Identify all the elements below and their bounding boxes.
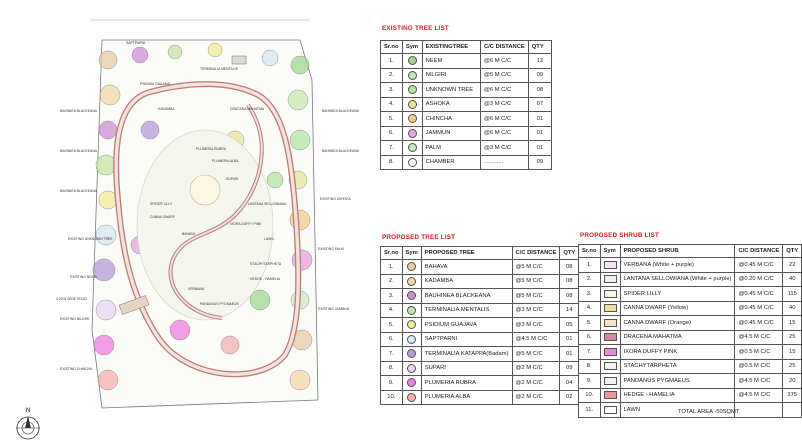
row-distance: @0.20 M C/C: [735, 272, 783, 287]
row-qty: 15: [783, 345, 802, 360]
row-distance: @3 M C/C: [480, 141, 528, 156]
proposed-tree-table: [380, 246, 579, 405]
row-distance: @2 M C/C: [512, 390, 560, 405]
table-row: [381, 303, 579, 318]
symbol-swatch: [600, 287, 620, 302]
row-number: 6.: [381, 126, 403, 141]
header-qty: QTY: [528, 41, 551, 54]
plant-label: PANDANUS PYGMAEUS: [200, 302, 239, 306]
row-qty: 09: [528, 155, 551, 170]
row-distance: @2 M C/C: [512, 376, 560, 391]
landscape-site-plan: [0, 0, 365, 447]
symbol-swatch: [402, 97, 422, 112]
row-name: TERMINALIA MENTALIS: [421, 303, 512, 318]
tree-symbol: [250, 290, 270, 310]
table-header-row: [381, 247, 579, 260]
row-distance: @6 M C/C: [480, 83, 528, 98]
plant-label: BAHINIEA BLACKEANA: [60, 109, 97, 113]
symbol-icon: [604, 319, 617, 327]
row-distance: @4.5 M C/C: [735, 330, 783, 345]
symbol-swatch: [402, 83, 422, 98]
row-name: LAWN: [620, 403, 735, 418]
table-row: [381, 68, 552, 83]
table-row: [381, 126, 552, 141]
north-label: N: [26, 408, 31, 414]
symbol-swatch: [600, 403, 620, 418]
row-qty: 14: [560, 303, 579, 318]
row-number: 6.: [381, 332, 403, 347]
existing-tree-table: [380, 40, 552, 170]
row-name: NEEM: [422, 54, 480, 69]
symbol-swatch: [600, 301, 620, 316]
row-number: 5.: [579, 316, 601, 331]
row-qty: 01: [528, 141, 551, 156]
row-number: 4.: [381, 303, 403, 318]
header-srno: Sr.no: [579, 245, 601, 258]
table-row: [579, 388, 802, 403]
plant-label: BAHAVA: [182, 232, 196, 236]
row-number: 9.: [381, 376, 403, 391]
tree-symbol: [290, 370, 310, 390]
row-name: STACHYTARPHETA: [620, 359, 735, 374]
tree-symbol: [291, 56, 309, 74]
total-area: TOTAL AREA -50SQMT: [678, 409, 740, 415]
row-qty: 25: [783, 330, 802, 345]
tree-symbol: [267, 172, 283, 188]
symbol-swatch: [402, 112, 422, 127]
row-name: NILGIRI: [422, 68, 480, 83]
symbol-icon: [408, 158, 417, 167]
row-name: SPIDER LILLY: [620, 287, 735, 302]
table-row: [579, 345, 802, 360]
row-name: IXORA DUFFY PINK: [620, 345, 735, 360]
header-distance: C/C DISTANCE: [735, 245, 783, 258]
symbol-swatch: [402, 376, 421, 391]
row-number: 9.: [579, 374, 601, 389]
symbol-icon: [408, 71, 417, 80]
row-distance: @4.5 M C/C: [512, 332, 560, 347]
row-name: LANTANA SELLOWIANA (White + purple): [620, 272, 735, 287]
row-distance: @3 M C/C: [512, 303, 560, 318]
plant-label: EXISTING PALM: [318, 247, 344, 251]
row-name: SAPTPARNI: [421, 332, 512, 347]
central-feature: [190, 175, 220, 205]
tree-symbol: [99, 121, 117, 139]
proposed-tree-list-title: PROPOSED TREE LIST: [382, 234, 456, 241]
proposed-shrub-list-title: PROPOSED SHRUB LIST: [580, 232, 660, 239]
row-number: 4.: [579, 301, 601, 316]
tree-symbol: [170, 320, 190, 340]
header-qty: QTY: [783, 245, 802, 258]
row-number: 2.: [579, 272, 601, 287]
symbol-swatch: [402, 390, 421, 405]
plant-label: SPIDER LILLY: [150, 202, 173, 206]
row-name: PLUMERIA RUBRA: [421, 376, 512, 391]
symbol-icon: [407, 320, 416, 329]
row-name: UNKNOWN TREE: [422, 83, 480, 98]
tree-symbol: [208, 43, 222, 57]
symbol-icon: [604, 290, 617, 298]
symbol-swatch: [402, 289, 421, 304]
row-name: BAUHINEA BLACKEANA: [421, 289, 512, 304]
header-sym: Sym: [402, 247, 421, 260]
table-row: [579, 287, 802, 302]
symbol-icon: [408, 100, 417, 109]
tree-symbol: [288, 90, 308, 110]
row-distance: ............: [480, 155, 528, 170]
plant-label: KADAMBA: [158, 107, 175, 111]
table-row: [381, 97, 552, 112]
symbol-swatch: [600, 330, 620, 345]
row-name: JAMMUN: [422, 126, 480, 141]
road-label: 4.20 M WIDE ROAD: [56, 297, 87, 301]
row-number: 11.: [579, 403, 601, 418]
row-qty: 115: [783, 287, 802, 302]
table-row: [579, 272, 802, 287]
symbol-swatch: [402, 260, 421, 275]
table-row: [381, 332, 579, 347]
header-distance: C/C DISTANCE: [480, 41, 528, 54]
table-row: [381, 361, 579, 376]
symbol-swatch: [600, 316, 620, 331]
row-distance: @5 M C/C: [512, 347, 560, 362]
row-distance: @5 M C/C: [480, 68, 528, 83]
row-qty: 01: [528, 112, 551, 127]
row-number: 3.: [381, 83, 403, 98]
symbol-swatch: [402, 274, 421, 289]
header-distance: C/C DISTANCE: [512, 247, 560, 260]
plant-label: EXISTING CHINCHA: [60, 367, 93, 371]
table-row: [381, 260, 579, 275]
table-row: [381, 155, 552, 170]
symbol-icon: [408, 85, 417, 94]
tree-symbol: [132, 47, 148, 63]
row-distance: @0.45 M C/C: [735, 301, 783, 316]
symbol-icon: [604, 348, 617, 356]
row-number: 10.: [579, 388, 601, 403]
tree-symbol: [168, 45, 182, 59]
tree-symbol: [99, 51, 117, 69]
plant-label: HEDGE - HAMELIA: [250, 277, 280, 281]
symbol-swatch: [402, 318, 421, 333]
table-row: [579, 316, 802, 331]
header-name: EXISTINGTREE: [422, 41, 480, 54]
proposed-shrub-table: [578, 244, 802, 418]
table-row: [381, 376, 579, 391]
row-name: ASHOKA: [422, 97, 480, 112]
row-name: BAHAVA: [421, 260, 512, 275]
tree-symbol: [262, 50, 278, 66]
table-row: [381, 318, 579, 333]
row-number: 1.: [381, 54, 403, 69]
symbol-icon: [408, 114, 417, 123]
symbol-icon: [407, 378, 416, 387]
row-qty: 20: [783, 374, 802, 389]
row-name: CANNA DWARF (Yellow): [620, 301, 735, 316]
row-number: 8.: [381, 155, 403, 170]
symbol-icon: [604, 333, 617, 341]
row-number: 8.: [579, 359, 601, 374]
symbol-swatch: [402, 347, 421, 362]
symbol-swatch: [600, 345, 620, 360]
tree-symbol: [221, 336, 239, 354]
header-srno: Sr.no: [381, 41, 403, 54]
tree-symbol: [96, 225, 116, 245]
plant-label: LAWN: [264, 237, 274, 241]
table-header-row: [381, 41, 552, 54]
row-name: DRACENA MAHATMA: [620, 330, 735, 345]
row-distance: @6 M C/C: [480, 126, 528, 141]
row-distance: @4.5 M C/C: [735, 374, 783, 389]
row-name: CHAMBER: [422, 155, 480, 170]
table-row: [381, 83, 552, 98]
row-distance: @5 M C/C: [512, 274, 560, 289]
symbol-swatch: [402, 361, 421, 376]
symbol-swatch: [600, 359, 620, 374]
row-distance: @3 M C/C: [512, 318, 560, 333]
existing-tree-list-title: EXISTING TREE LIST: [382, 25, 449, 32]
row-number: 5.: [381, 318, 403, 333]
row-qty: 04: [560, 376, 579, 391]
plant-label: TERMINALIA MENTALIS: [200, 67, 238, 71]
header-srno: Sr.no: [381, 247, 403, 260]
row-name: HEDGE - HAMELIA: [620, 388, 735, 403]
symbol-icon: [604, 362, 617, 370]
plant-label: SAPTPARNI: [126, 41, 145, 45]
table-row: [579, 330, 802, 345]
row-number: 3.: [381, 289, 403, 304]
row-distance: [735, 403, 783, 418]
symbol-icon: [604, 406, 617, 414]
row-name: VERBANA (White + purple): [620, 258, 735, 273]
entrance-gate: [232, 56, 246, 64]
plant-label: PLUMERIA RUBRA: [196, 147, 226, 151]
plant-label: LANTANA SELLOWIANA: [248, 202, 287, 206]
row-qty: 22: [783, 258, 802, 273]
row-qty: 09: [528, 68, 551, 83]
symbol-icon: [407, 349, 416, 358]
tree-symbol: [98, 370, 118, 390]
row-qty: 08: [528, 83, 551, 98]
tree-symbol: [290, 130, 310, 150]
symbol-swatch: [402, 126, 422, 141]
plant-label: EXISTING JAMMUN: [318, 307, 350, 311]
symbol-swatch: [402, 155, 422, 170]
symbol-icon: [407, 291, 416, 300]
row-name: CHINCHA: [422, 112, 480, 127]
plant-label: BAHINIEA BLACKEANA: [60, 149, 97, 153]
row-qty: 15: [783, 316, 802, 331]
table-row: [579, 359, 802, 374]
row-number: 7.: [579, 345, 601, 360]
row-name: CANNA DWARF (Orange): [620, 316, 735, 331]
tree-symbol: [141, 121, 159, 139]
header-name: PROPOSED TREE: [421, 247, 512, 260]
row-distance: @2 M C/C: [512, 361, 560, 376]
table-header-row: [579, 245, 802, 258]
table-row: [579, 301, 802, 316]
symbol-icon: [604, 377, 617, 385]
plant-label: PLUMERIA ALBA: [212, 159, 239, 163]
table-row: [579, 258, 802, 273]
row-distance: @5 M C/C: [512, 289, 560, 304]
tree-symbol: [96, 300, 116, 320]
row-qty: 07: [528, 97, 551, 112]
plant-label: EXISTING UNKNOWN TREE: [68, 237, 113, 241]
plant-label: VERBANA: [188, 287, 205, 291]
symbol-swatch: [402, 54, 422, 69]
plant-label: PSIDIUM GUAJAVA: [140, 82, 171, 86]
plant-label: BAHINIEA BLACKEANA: [322, 109, 359, 113]
table-row: [381, 274, 579, 289]
row-name: PLUMERIA ALBA: [421, 390, 512, 405]
row-number: 8.: [381, 361, 403, 376]
plant-label: EXISTING NILGIRI: [60, 317, 90, 321]
row-qty: 08: [560, 289, 579, 304]
symbol-swatch: [402, 141, 422, 156]
row-qty: 12: [528, 54, 551, 69]
row-distance: @0.5 M C/C: [735, 359, 783, 374]
row-distance: @0.45 M C/C: [735, 316, 783, 331]
row-qty: 01: [528, 126, 551, 141]
row-name: PSIDIUM GUAJAVA: [421, 318, 512, 333]
row-number: 6.: [579, 330, 601, 345]
symbol-icon: [604, 275, 617, 283]
row-name: TERMINALIA KATAPPA(Badam): [421, 347, 512, 362]
tree-symbol: [96, 155, 116, 175]
header-name: PROPOSED SHRUB: [620, 245, 735, 258]
plant-label: STACHYTARPHETA: [250, 262, 282, 266]
header-sym: Sym: [600, 245, 620, 258]
symbol-swatch: [402, 303, 421, 318]
row-distance: @4.5 M C/C: [735, 388, 783, 403]
row-qty: 375: [783, 388, 802, 403]
row-qty: 01: [560, 347, 579, 362]
row-number: 1.: [381, 260, 403, 275]
row-distance: @6 M C/C: [480, 112, 528, 127]
row-number: 4.: [381, 97, 403, 112]
row-name: SUPARI: [421, 361, 512, 376]
plant-label: IXORA DUFFY PINK: [230, 222, 262, 226]
row-name: KADAMBA: [421, 274, 512, 289]
plant-label: SUPARI: [226, 177, 239, 181]
table-row: [381, 112, 552, 127]
symbol-icon: [407, 306, 416, 315]
table-row: [381, 390, 579, 405]
plant-label: EXISTING ASHOKA: [320, 197, 351, 201]
symbol-icon: [407, 335, 416, 344]
row-number: 2.: [381, 68, 403, 83]
row-qty: 01: [560, 332, 579, 347]
row-distance: @0.45 M C/C: [735, 287, 783, 302]
symbol-icon: [407, 364, 416, 373]
symbol-icon: [604, 304, 617, 312]
row-distance: @6 M C/C: [480, 54, 528, 69]
plant-label: DRACENA MAHATMA: [230, 107, 265, 111]
row-distance: @3 M C/C: [480, 97, 528, 112]
symbol-icon: [407, 393, 416, 402]
tree-symbol: [99, 191, 117, 209]
table-row: [381, 347, 579, 362]
symbol-swatch: [402, 68, 422, 83]
row-number: 2.: [381, 274, 403, 289]
row-qty: 09: [560, 361, 579, 376]
plant-label: EXISTING NEEM: [70, 275, 97, 279]
row-qty: 02: [560, 390, 579, 405]
row-qty: 08: [560, 274, 579, 289]
plant-label: BAHINIEA BLACKEANA: [322, 149, 359, 153]
row-name: PANDANUS PYGMAEUS: [620, 374, 735, 389]
header-qty: QTY: [560, 247, 579, 260]
row-number: 7.: [381, 141, 403, 156]
plant-label: BAHINIEA BLACKEANA: [60, 189, 97, 193]
row-number: 7.: [381, 347, 403, 362]
row-qty: 40: [783, 301, 802, 316]
table-row: [381, 54, 552, 69]
table-row: [381, 289, 579, 304]
symbol-icon: [408, 129, 417, 138]
symbol-swatch: [600, 258, 620, 273]
symbol-icon: [604, 261, 617, 269]
row-distance: @0.5 M C/C: [735, 345, 783, 360]
symbol-swatch: [600, 272, 620, 287]
table-row: [579, 374, 802, 389]
row-number: 5.: [381, 112, 403, 127]
row-distance: @0.45 M C/C: [735, 258, 783, 273]
symbol-icon: [407, 262, 416, 271]
row-qty: 40: [783, 272, 802, 287]
symbol-icon: [408, 143, 417, 152]
header-sym: Sym: [402, 41, 422, 54]
row-qty: 05: [560, 318, 579, 333]
row-qty: [783, 403, 802, 418]
tree-symbol: [94, 335, 114, 355]
symbol-swatch: [402, 332, 421, 347]
row-number: 1.: [579, 258, 601, 273]
row-qty: 25: [783, 359, 802, 374]
table-row: [381, 141, 552, 156]
north-compass-icon: [16, 416, 40, 439]
symbol-icon: [408, 56, 417, 65]
symbol-swatch: [600, 374, 620, 389]
symbol-icon: [604, 391, 617, 399]
symbol-swatch: [600, 388, 620, 403]
row-number: 10.: [381, 390, 403, 405]
symbol-icon: [407, 277, 416, 286]
plant-label: CANNA DWARF: [150, 215, 175, 219]
tree-symbol: [100, 85, 120, 105]
row-qty: 08: [560, 260, 579, 275]
row-name: PALM: [422, 141, 480, 156]
row-distance: @5 M C/C: [512, 260, 560, 275]
row-number: 3.: [579, 287, 601, 302]
